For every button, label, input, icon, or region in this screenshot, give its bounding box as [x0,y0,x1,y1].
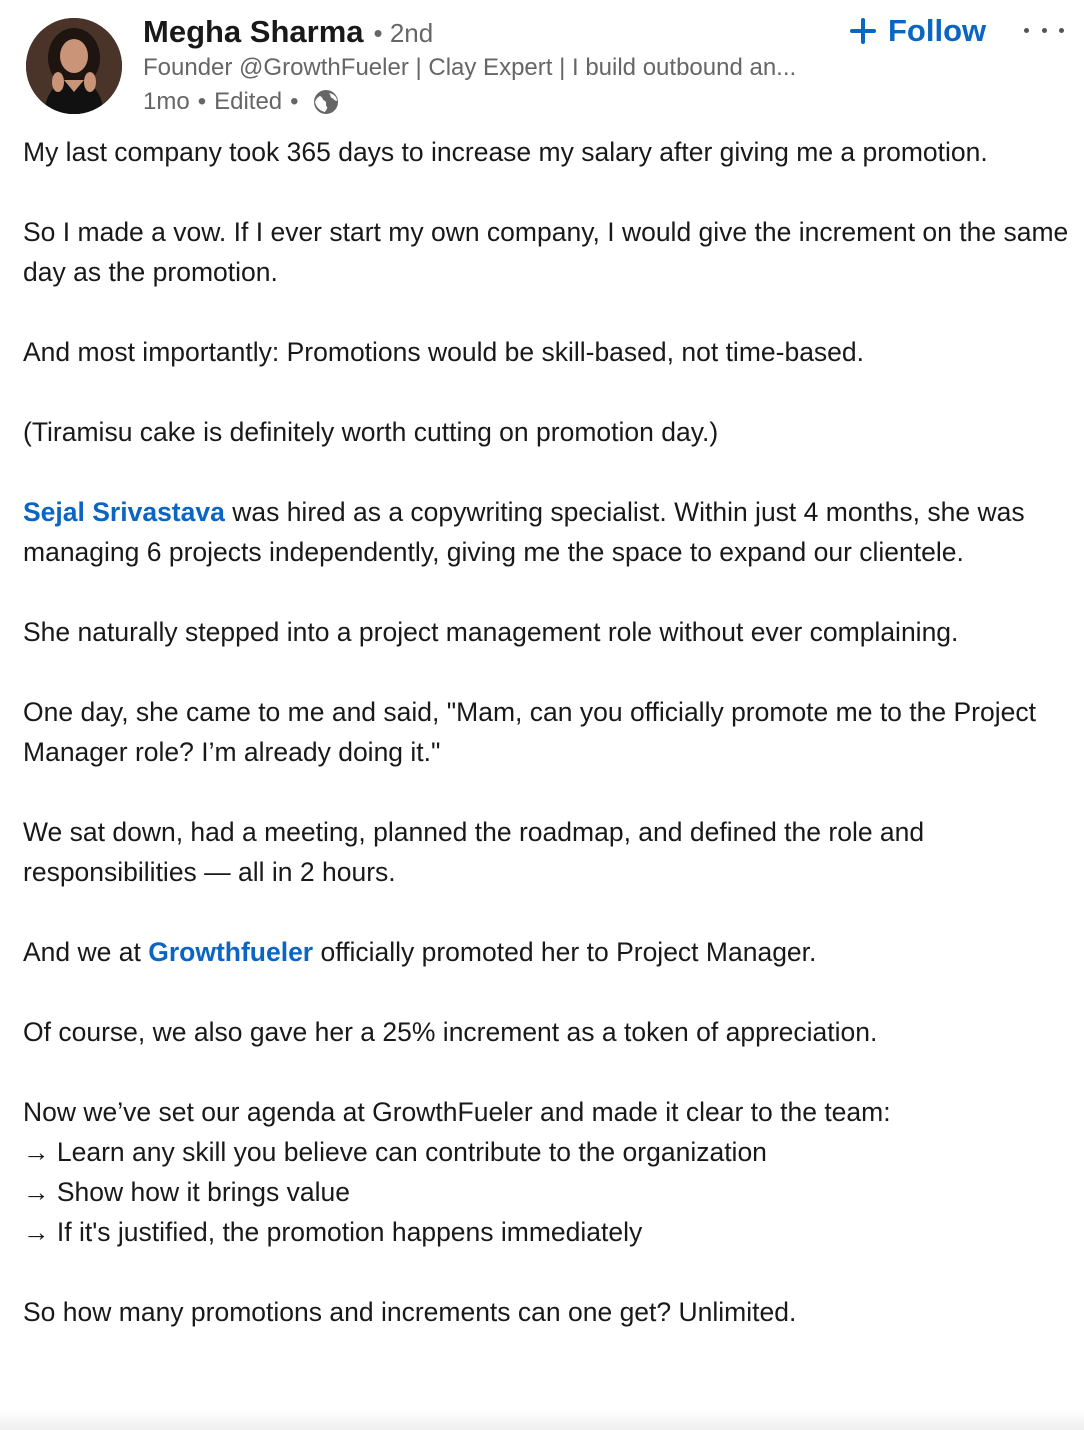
post-paragraph: My last company took 365 days to increase my salary after giving me a promotion. [23,137,988,167]
more-options-button[interactable] [1024,14,1064,46]
author-avatar[interactable] [26,18,122,114]
author-headline: Founder @GrowthFueler | Clay Expert | I build outbound an... [143,54,797,81]
paragraph-text: was hired as a copywriting specialist. Within just 4 months, she was managing 6 projects independently, giving me the space to expand our clientele. [23,497,1025,567]
post-paragraph: (Tiramisu cake is definitely worth cutting on promotion day.) [23,417,719,447]
post-paragraph-list [23,1092,1073,1252]
post-paragraph: So how many promotions and increments can one get? Unlimited. [23,1297,797,1327]
post-paragraph: And most importantly: Promotions would be skill-based, not time-based. [23,337,865,367]
post-paragraph [23,932,1073,972]
post-meta [143,86,339,118]
post-body [23,132,1073,1372]
post-paragraph: Of course, we also gave her a 25% increment as a token of appreciation. [23,1017,878,1047]
list-item: → Show how it brings value [23,1177,350,1207]
edited-label: Edited [214,88,283,115]
list-item: → If it's justified, the promotion happens immediately [23,1217,643,1247]
post-header [0,0,1084,130]
globe-icon [313,89,339,115]
ellipsis-icon [1059,28,1064,33]
ellipsis-icon [1024,28,1029,33]
meta-separator: • [197,88,207,115]
bottom-fade [0,1410,1084,1430]
post-paragraph: So I made a vow. If I ever start my own company, I would give the increment on the same day as the promotion. [23,217,1069,287]
paragraph-text: And we at [23,937,149,967]
company-mention-link[interactable]: Growthfueler [148,937,314,967]
post-time: 1mo [143,88,190,115]
paragraph-text: officially promoted her to Project Manager. [313,937,817,967]
list-item: → Learn any skill you believe can contribute to the organization [23,1137,767,1167]
post-paragraph [23,492,1073,572]
author-name-row [143,14,433,56]
post-paragraph: She naturally stepped into a project management role without ever complaining. [23,617,959,647]
author-name[interactable]: Megha Sharma [143,14,364,49]
mention-link[interactable]: Sejal Srivastava [23,497,225,527]
profile-photo [26,18,122,114]
post-paragraph: One day, she came to me and said, "Mam, can you officially promote me to the Project Manager role? I’m already doing it." [23,697,1036,767]
plus-icon [850,18,876,44]
follow-button[interactable] [850,8,986,54]
list-intro: Now we’ve set our agenda at GrowthFueler and made it clear to the team: [23,1097,891,1127]
follow-label: Follow [888,13,987,48]
meta-separator: • [290,88,299,115]
post-paragraph: We sat down, had a meeting, planned the roadmap, and defined the role and responsibilities — all in 2 hours. [23,817,925,887]
connection-degree: • 2nd [373,18,434,48]
ellipsis-icon [1042,28,1047,33]
